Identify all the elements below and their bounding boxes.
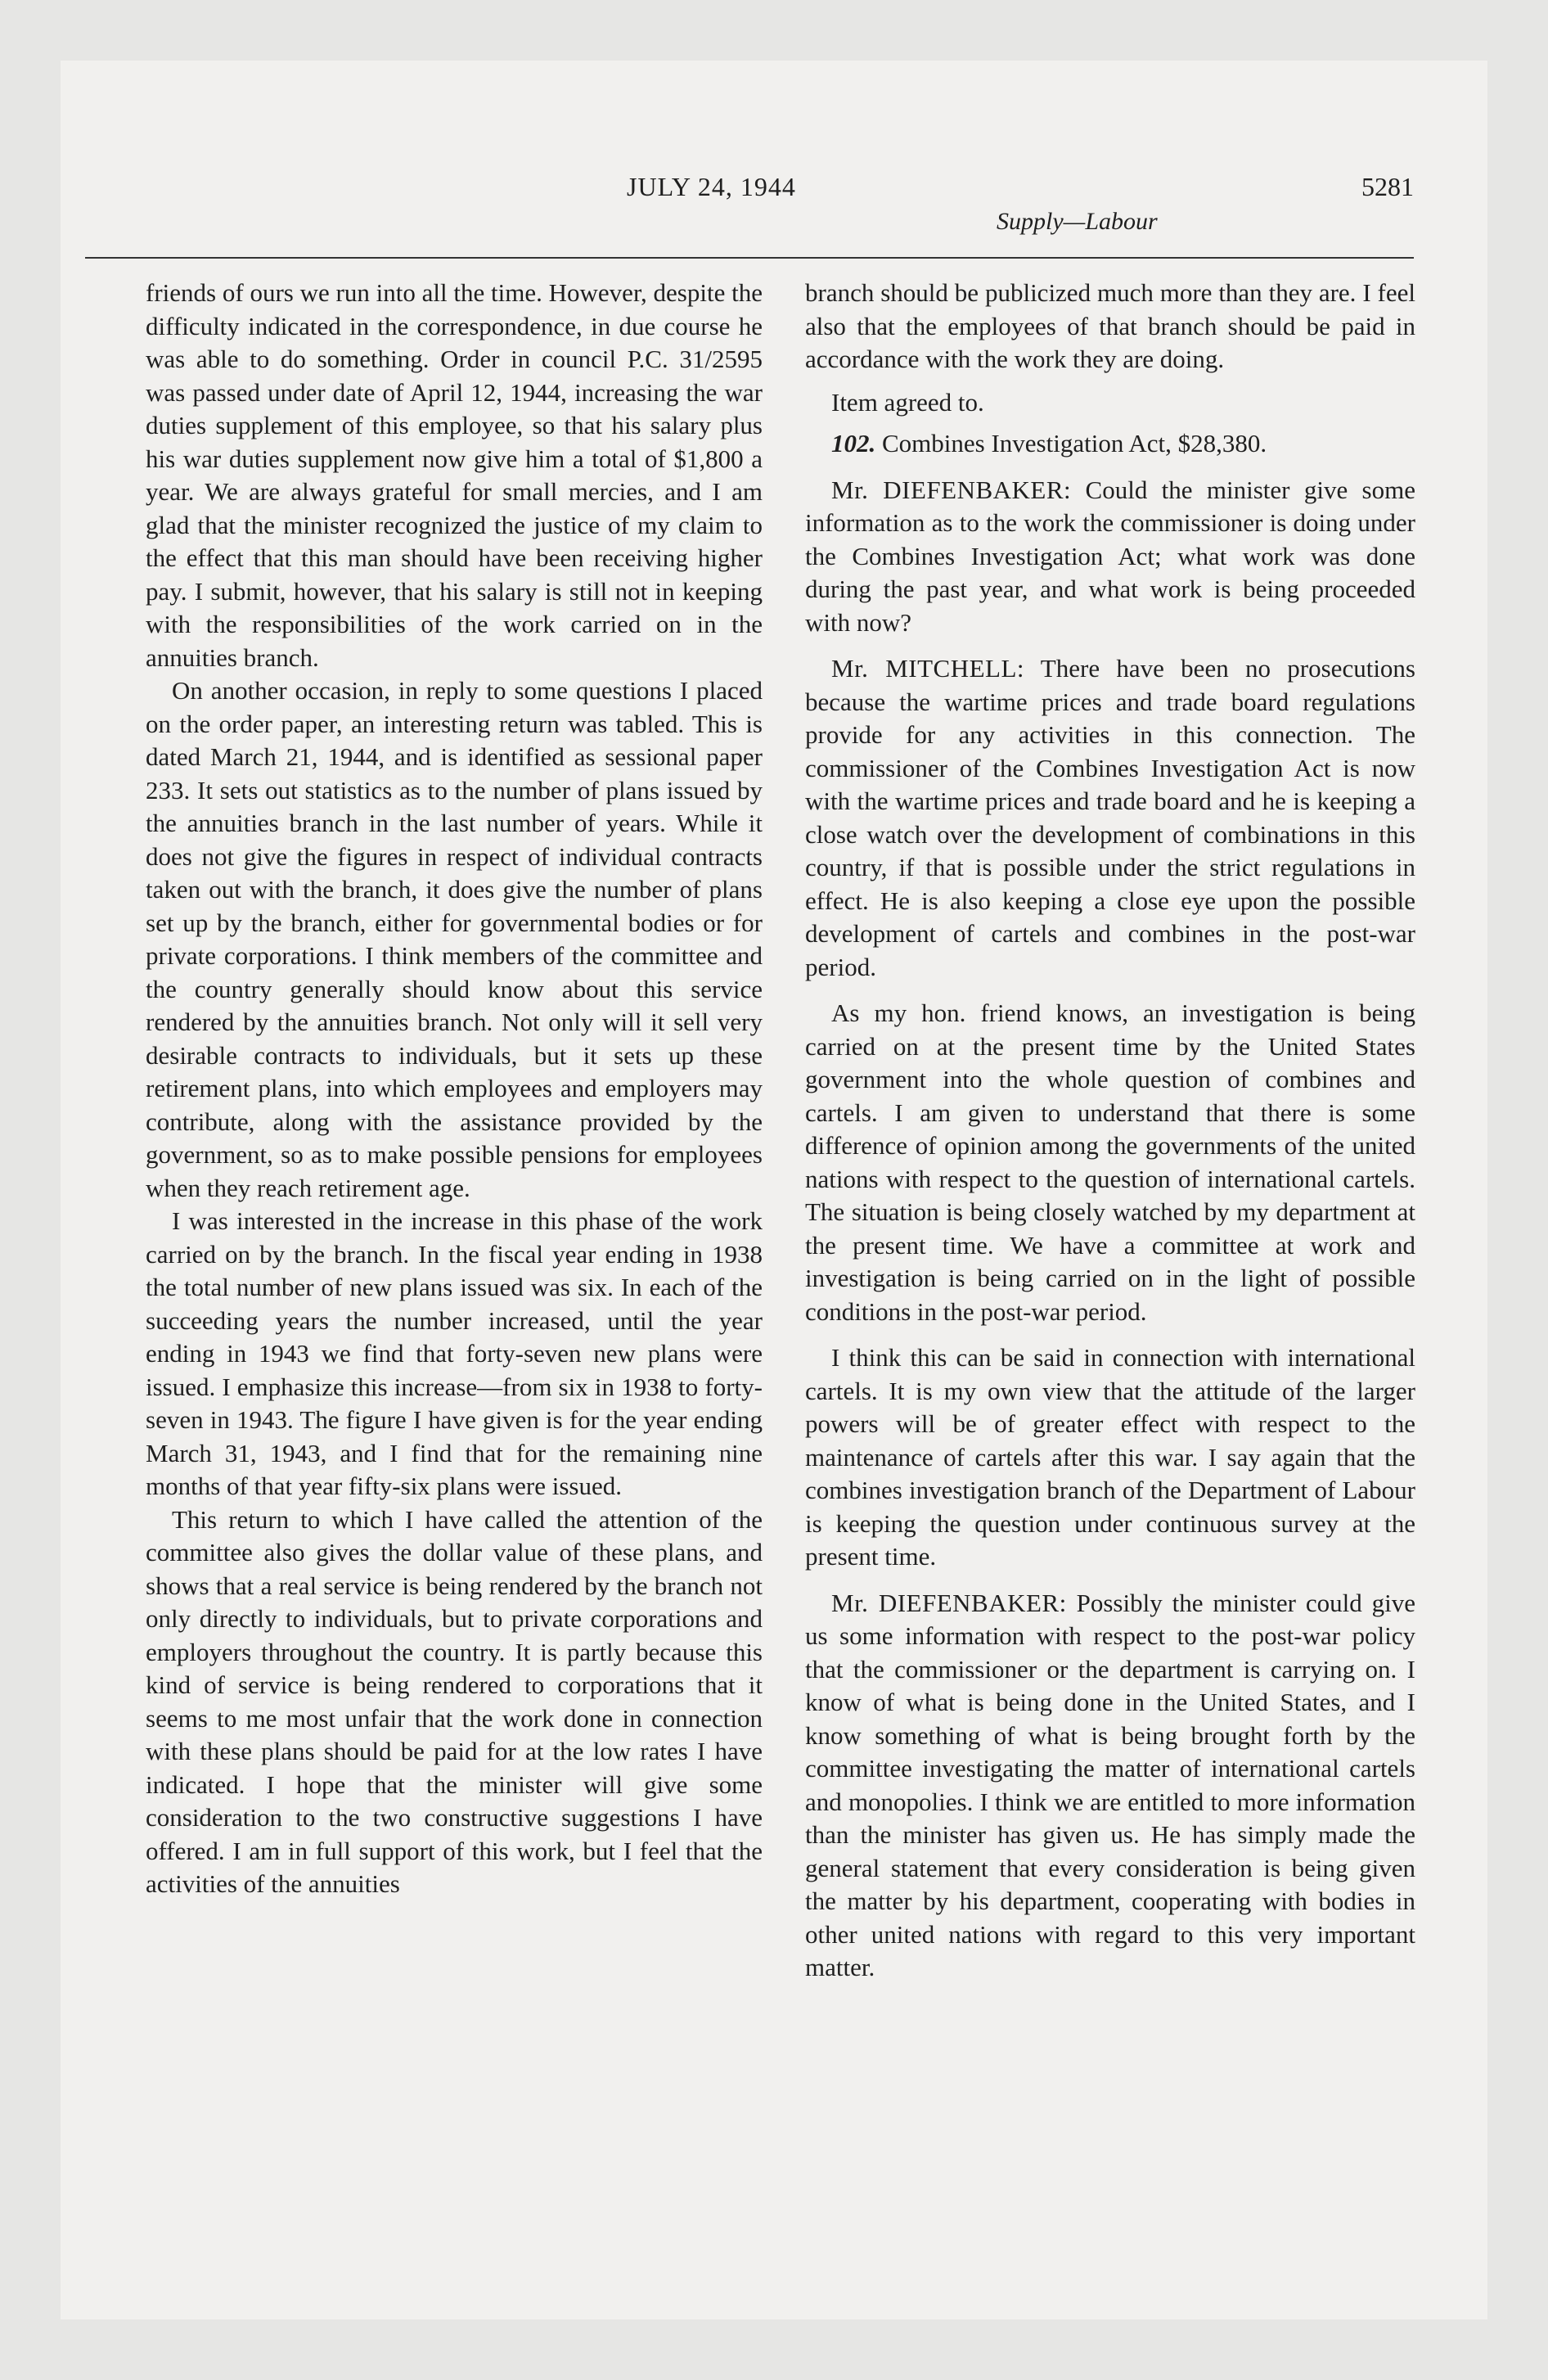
vote-number: 102. [831,429,876,458]
vote-line [805,427,1415,461]
left-paragraph-4: This return to which I have called the attention of the committee also gives the dollar value of these plans, and shows that a real service is being rendered by the branch not only directly to individuals, but to private corporations and employers throughout the country. It is partly because this kind of service is being rendered to corporations that it seems to me most unfair that the work done in connection with these plans should be paid for at the low rates I have indicated. I hope that the minister will give some consideration to the two constructive suggestions I have offered. I am in full support of this work, but I feel that the activities of the annuities [146,1504,763,1898]
right-column [805,277,1415,1985]
speaker-name: Mr. MITCHELL: [831,654,1025,683]
speech-text: There have been no prosecutions because the wartime prices and trade board regulations provide for any activities in this connection. The commissioner of the Combines Investigation Act is now with the wartime prices and trade board and he is keeping a close watch over the development of combinations in this country, if that is possible under the strict regulations in effect. He is also keeping a close eye upon the possible development of cartels and combines in the post-war period. [805,654,1415,981]
right-paragraph-investigation: As my hon. friend knows, an investigation is being carried on at the present time by the United States government into the whole question of combines and cartels. I am given to understand that there is some difference of opinion among the governments of the united nations with respect to the question of international cartels. The situation is being closely watched by my department at the present time. We have a committee at work and investigation is being carried on in the light of possible conditions in the post-war period. [805,998,1415,1326]
speaker-name: Mr. DIEFENBAKER: [831,1588,1067,1617]
speaker-name: Mr. DIEFENBAKER: [831,475,1072,504]
header-rule [85,257,1414,259]
header-page-number: 5281 [1361,172,1414,201]
speech-text: Possibly the minister could give us some information with respect to the post-war policy that the commissioner or the department is carrying on. I know of what is being done in the United States, and I know something of what is being brought forth by the committee investigating the matter of international cartels and monopolies. I think we are entitled to more information than the minister has given us. He has simply made the general statement that every consideration is being given the matter by his department, cooperating with bodies in other united nations with regard to this very important matter. [805,1588,1416,1981]
left-paragraph-3: I was interested in the increase in this phase of the work carried on by the branch. In the fiscal year ending in 1938 the total number of new plans issued was six. In each of the succeeding years the number increased, until the year ending in 1943 we find that forty-seven new plans were issued. I emphasize this increase—from six in 1938 to forty-seven in 1943. The figure I have given is for the year ending March 31, 1943, and I find that for the remaining nine months of that year fifty-six plans were issued. [146,1206,763,1500]
header-section-title: Supply—Labour [997,208,1158,235]
speech-mitchell [805,652,1415,984]
vote-text: Combines Investigation Act, $28,380. [882,429,1267,458]
speech-diefenbaker-2 [805,1587,1415,1985]
page-header [85,110,1414,249]
header-date: JULY 24, 1944 [627,172,796,201]
right-opening-paragraph: branch should be publicized much more than they are. I feel also that the employees of that branch should be paid in accordance with the work they are doing. [805,278,1415,373]
speech-diefenbaker-1 [805,474,1415,640]
right-paragraph-cartels: I think this can be said in connection with international cartels. It is my own view that the attitude of the larger powers will be of greater effect with respect to the maintenance of cartels after this war. I say again that the combines investigation branch of the Department of Labour is keeping the question under continuous survey at the present time. [805,1343,1415,1571]
speech-text: Could the minister give some information as to the work the commissioner is doing under the Combines Investigation Act; what work was done during the past year, and what work is being proceeded with now? [805,475,1415,637]
left-paragraph-2: On another occasion, in reply to some questions I placed on the order paper, an interesting return was tabled. This is dated March 21, 1944, and is identified as sessional paper 233. It sets out statistics as to the number of plans issued by the annuities branch in the last number of years. While it does not give the figures in respect of individual contracts taken out with the branch, it does give the number of plans set up by the branch, either for governmental bodies or for private corporations. I think members of the committee and the country generally should know about this service rendered by the annuities branch. Not only will it sell very desirable contracts to individuals, but it sets up these retirement plans, into which employees and employers may contribute, along with the assistance provided by the government, so as to make possible pensions for employees when they reach retirement age. [146,676,763,1202]
left-column [146,277,763,1901]
left-paragraph-1: friends of ours we run into all the time. However, despite the difficulty indicated in the correspondence, in due course he was able to do something. Order in council P.C. 31/2595 was passed under date of April 12, 1944, increasing the war duties supplement of this employee, so that his salary plus his war duties supplement now give him a total of $1,800 a year. We are always grateful for small mercies, and I am glad that the minister recognized the justice of my claim to the effect that this man should have been receiving higher pay. I submit, however, that his salary is still not in keeping with the responsibilities of the work carried on in the annuities branch. [146,278,763,672]
item-agreed: Item agreed to. [831,387,984,417]
